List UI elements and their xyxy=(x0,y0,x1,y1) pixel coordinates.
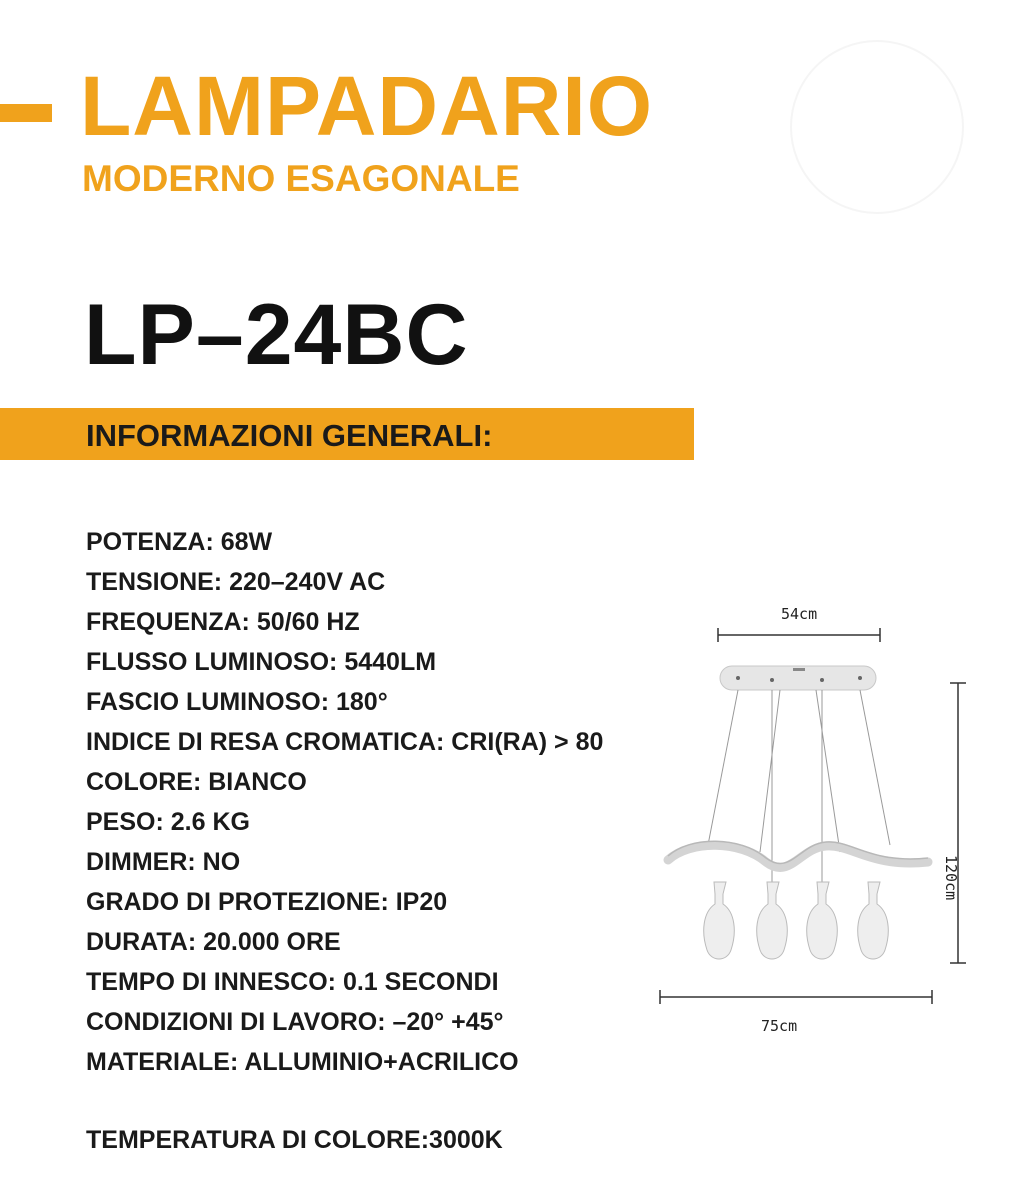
spec-item: INDICE DI RESA CROMATICA: CRI(RA) > 80 xyxy=(86,728,604,756)
section-title: INFORMAZIONI GENERALI: xyxy=(86,418,493,453)
spec-item: PESO: 2.6 KG xyxy=(86,808,250,836)
glass-shades xyxy=(704,882,889,959)
spec-item: MATERIALE: ALLUMINIO+ACRILICO xyxy=(86,1048,519,1076)
spec-item: FLUSSO LUMINOSO: 5440LM xyxy=(86,648,437,676)
chandelier-diagram xyxy=(650,590,980,1050)
spec-item: POTENZA: 68W xyxy=(86,528,273,556)
spec-item: FREQUENZA: 50/60 HZ xyxy=(86,608,360,636)
watermark-logo xyxy=(790,40,964,214)
spec-item: TENSIONE: 220–240V AC xyxy=(86,568,386,596)
spec-item: FASCIO LUMINOSO: 180° xyxy=(86,688,388,716)
spec-item: DIMMER: NO xyxy=(86,848,241,876)
spec-item: DURATA: 20.000 ORE xyxy=(86,928,341,956)
spec-list xyxy=(86,526,603,1086)
ceiling-canopy xyxy=(720,666,876,690)
spec-item: COLORE: BIANCO xyxy=(86,768,307,796)
page-title: LAMPADARIO xyxy=(80,59,654,153)
spec-item: CONDIZIONI DI LAVORO: –20° +45° xyxy=(86,1008,504,1036)
dimension-label-top: 54cm xyxy=(781,605,818,623)
spec-item: TEMPO DI INNESCO: 0.1 SECONDI xyxy=(86,968,499,996)
width-dimension-top xyxy=(718,628,880,642)
height-dimension-side xyxy=(950,683,966,963)
model-code: LP–24BC xyxy=(84,287,469,383)
accent-dash xyxy=(0,104,52,122)
spec-item: GRADO DI PROTEZIONE: IP20 xyxy=(86,888,448,916)
dimension-label-bottom: 75cm xyxy=(761,1017,798,1035)
dimension-label-side: 120cm xyxy=(942,855,960,901)
color-temperature: TEMPERATURA DI COLORE:3000K xyxy=(86,1126,503,1154)
width-dimension-bottom xyxy=(660,990,932,1004)
page-subtitle: MODERNO ESAGONALE xyxy=(82,158,520,199)
